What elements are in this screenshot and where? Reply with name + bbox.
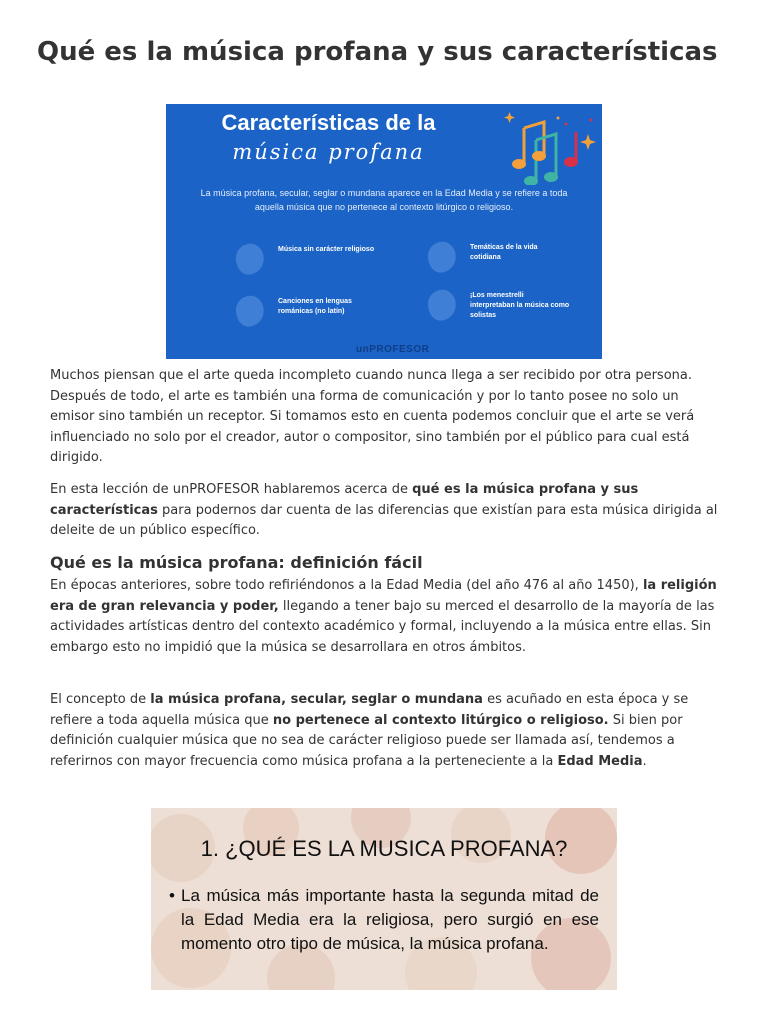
blob-shape-icon	[232, 292, 268, 329]
slide-image	[151, 808, 617, 990]
infographic-title: Características de la	[221, 110, 436, 135]
section-heading: Qué es la música profana: definición fácil	[50, 553, 423, 572]
infographic-image	[166, 104, 602, 359]
infographic-item: Temáticas de la vida cotidiana	[428, 242, 568, 276]
blob-shape-icon	[232, 240, 268, 277]
infographic-item: ¡Los menestrelli interpretaban la música como solistas	[428, 290, 568, 324]
slide-title: 1. ¿QUÉ ES LA MUSICA PROFANA?	[200, 836, 568, 861]
blob-shape-icon	[424, 286, 460, 323]
brand-logo: unPROFESOR	[356, 344, 430, 355]
infographic-description: La música profana, secular, seglar o mundana aparece en la Edad Media y se refiere a toda aquella música que no pertenece al contexto litúrgico o religioso.	[200, 188, 568, 212]
slide-text: • La música más importante hasta la segunda mitad de la Edad Media era la religiosa, pero surgió en ese momento otro tipo de música, la música profana.	[169, 886, 599, 953]
infographic-subtitle: música profana	[232, 140, 425, 164]
concept-paragraph: El concepto de la música profana, secular, seglar o mundana es acuñado en esta época y se refiere a toda aquella música que no pertenece al contexto litúrgico o religioso. Si bien por definición cualquier música que no sea de carácter religioso puede ser llamada así, tendemos a referirnos con mayor frecuencia como música profana a la perteneciente a la Edad Media.	[50, 692, 689, 769]
blob-shape-icon	[424, 238, 460, 275]
infographic-item: Canciones en lenguas románicas (no latín)	[236, 296, 376, 330]
definition-paragraph: En épocas anteriores, sobre todo refiriéndonos a la Edad Media (del año 476 al año 1450), la religión era de gran relevancia y poder, llegando a tener bajo su merced el desarrollo de la mayoría de las actividades artísticas dentro del contexto académico y formal, incluyendo a la música entre ellas. Sin embargo esto no impidió que la música se desarrollara en otros ámbitos.	[50, 578, 717, 655]
page-title: Qué es la música profana y sus características	[37, 37, 718, 67]
music-notes-icon	[496, 110, 596, 185]
infographic-item: Música sin carácter religioso	[236, 244, 376, 278]
intro-paragraph: Muchos piensan que el arte queda incompleto cuando nunca llega a ser recibido por otra persona. Después de todo, el arte es también una forma de comunicación y por lo tanto posee no solo un emisor sino también un receptor. Si tomamos esto en cuenta podemos concluir que el arte se verá influenciado no solo por el creador, autor o compositor, sino también por el público para cual está dirigido.	[50, 368, 695, 465]
lesson-paragraph: En esta lección de unPROFESOR hablaremos acerca de qué es la música profana y sus características para podernos dar cuenta de las diferencias que existían para esta música dirigida al deleite de un público específico.	[50, 482, 718, 538]
